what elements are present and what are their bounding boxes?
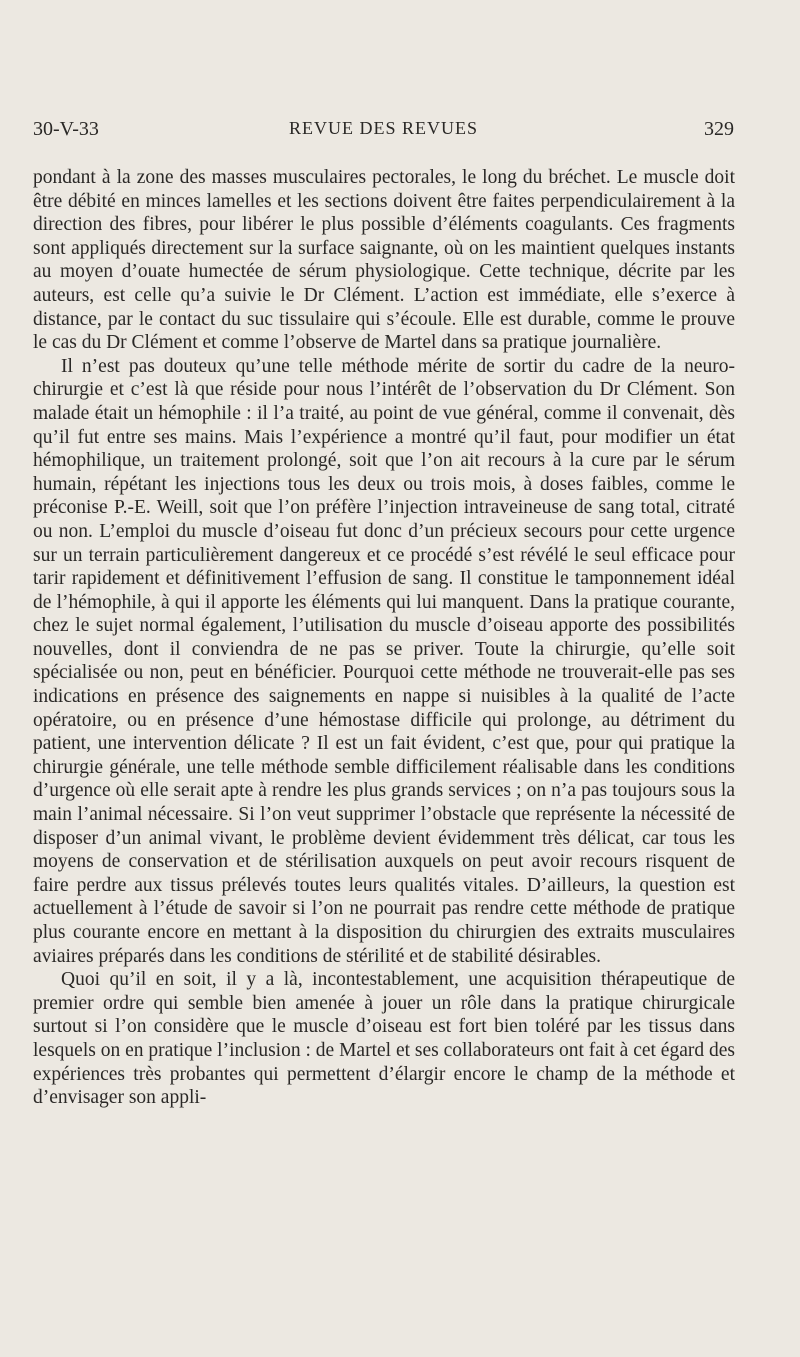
paragraph-continuation: pondant à la zone des masses musculaires pectorales, le long du bréchet. Le muscle doit être débité en minces lamelles et les sections doivent être faites perpendiculairement à la direction des fibres, pour libérer le plus possible d’éléments coagulants. Ces fragments sont appliqués directement sur la surface saignante, où on les maintient quelques instants au moyen d’ouate humectée de sérum physiologique. Cette technique, décrite par les auteurs, est celle qu’a suivie le Dr Clément. L’action est immédiate, elle s’exerce à distance, par le contact du suc tissulaire qui s’écoule. Elle est durable, comme le prouve le cas du Dr Clément et comme l’observe de Martel dans sa pratique journalière. bbox=[33, 167, 735, 354]
header-date: 30-V-33 bbox=[33, 118, 99, 140]
header-journal-title: REVUE DES REVUES bbox=[288, 118, 478, 138]
running-head bbox=[33, 118, 734, 148]
page-number: 329 bbox=[704, 118, 734, 140]
paragraph: Quoi qu’il en soit, il y a là, incontestablement, une acquisition thérapeutique de premier ordre qui semble bien amenée à jouer un rôle dans la pratique chirurgicale surtout si l’on considère que le muscle d’oiseau est fort bien toléré par les tissus dans lesquels on en pratique l’inclusion : de Martel et ses collaborateurs ont fait à cet égard des expériences très probantes qui permettent d’élargir encore le champ de la méthode et d’envisager son appli- bbox=[33, 969, 735, 1109]
paragraph: Il n’est pas douteux qu’une telle méthode mérite de sortir du cadre de la neuro-chirurgie et c’est là que réside pour nous l’intérêt de l’observation du Dr Clément. Son malade était un hémophile : il l’a traité, au point de vue général, comme il convenait, dès qu’il fut entre ses mains. Mais l’expérience a montré qu’il faut, pour modifier un état hémophilique, un traitement prolongé, soit que l’on ait recours à la cure par le sérum humain, répétant les injections tous les deux ou trois mois, à doses faibles, comme le préconise P.-E. Weill, soit que l’on préfère l’injection intraveineuse de sang total, citraté ou non. L’emploi du muscle d’oiseau fut donc d’un précieux secours pour cette urgence sur un terrain particulièrement dangereux et ce procédé s’est révélé le seul efficace pour tarir rapidement et définitivement l’effusion de sang. Il constitue le tamponnement idéal de l’hémophile, à qui il apporte les éléments qui lui manquent. Dans la pratique courante, chez le sujet normal également, l’utilisation du muscle d’oiseau apporte des possibilités nouvelles, dont il conviendra de ne pas se priver. Toute la chirurgie, qu’elle soit spécialisée ou non, peut en bénéficier. Pourquoi cette méthode ne trouverait-elle pas ses indications en présence des saignements en nappe si nuisibles à la qualité de l’acte opératoire, ou en présence d’une hémostase difficile qui prolonge, au détriment du patient, une intervention délicate ? Il est un fait évident, c’est que, pour qui pratique la chirurgie générale, une telle méthode semble difficilement réalisable dans les conditions d’urgence où elle serait apte à rendre les plus grands services ; on n’a pas toujours sous la main l’animal nécessaire. Si l’on veut supprimer l’obstacle que représente la nécessité de disposer d’un animal vivant, le problème devient évidemment très délicat, car tous les moyens de conservation et de stérilisation auxquels on peut avoir recours risquent de faire perdre aux tissus prélevés toutes leurs qualités vitales. D’ailleurs, la question est actuellement à l’étude de savoir si l’on ne pourrait pas rendre cette méthode de pratique plus courante encore en mettant à la disposition du chirurgien des extraits musculaires aviaires préparés dans les conditions de stérilité et de stabilité désirables. bbox=[33, 355, 735, 967]
body-text bbox=[33, 166, 735, 1110]
